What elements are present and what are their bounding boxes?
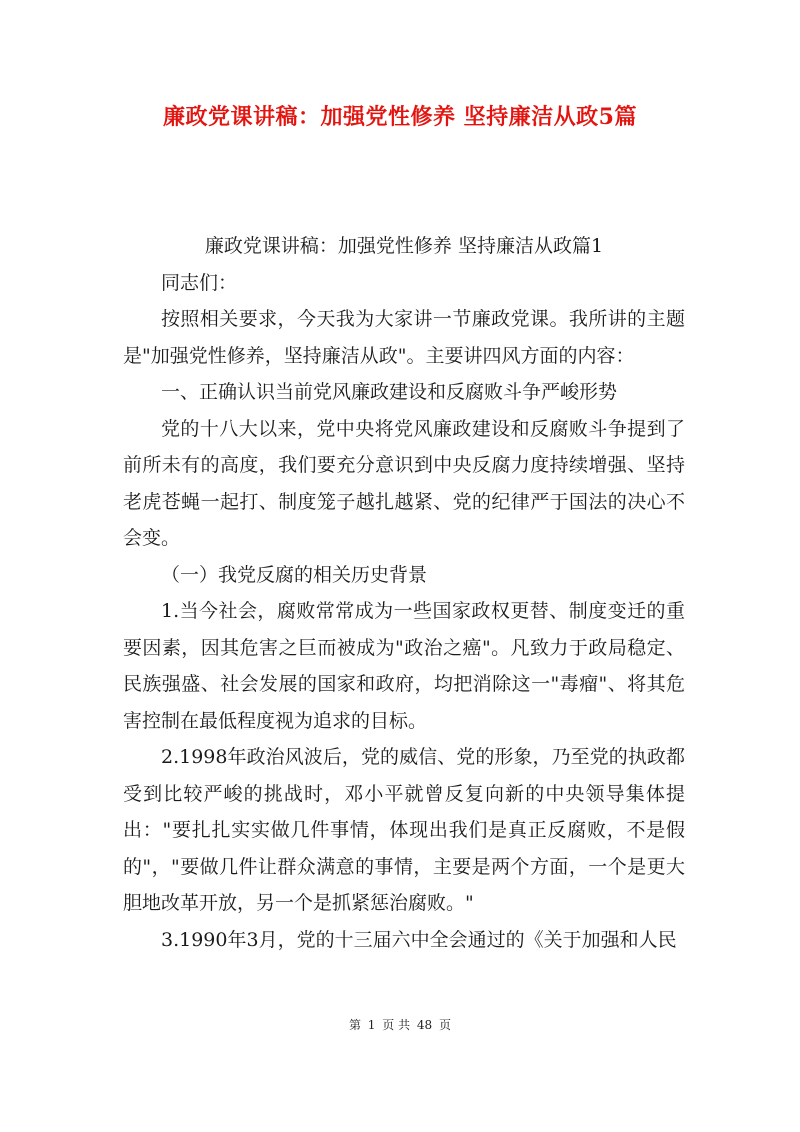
paragraph: 按照相关要求，今天我为大家讲一节廉政党课。我所讲的主题是"加强党性修养，坚持廉洁从政"。主要讲四风方面的内容：	[123, 308, 685, 367]
footer-middle: 页 共	[382, 1018, 411, 1032]
salutation: 同志们：	[161, 271, 238, 294]
document-title: 廉政党课讲稿：加强党性修养 坚持廉洁从政5篇	[163, 104, 637, 130]
paragraph: 1.当今社会，腐败常常成为一些国家政权更替、制度变迁的重要因素，因其危害之巨而被成为"政治之癌"。凡致力于政局稳定、民族强盛、社会发展的国家和政府，均把消除这一"毒瘤"、将其危害控制在最低程度视为追求的目标。	[123, 600, 685, 732]
document-body	[123, 228, 685, 958]
paragraph: 3.1990年3月，党的十三届六中全会通过的《关于加强和人民	[161, 928, 677, 951]
paragraph: 2.1998年政治风波后，党的威信、党的形象，乃至党的执政都受到比较严峻的挑战时，邓小平就曾反复向新的中央领导集体提出："要扎扎实实做几件事情，体现出我们是真正反腐败，不是假的"，"要做几件让群众满意的事情，主要是两个方面，一个是更大胆地改革开放，另一个是抓紧惩治腐败。"	[123, 746, 685, 914]
section-heading: 廉政党课讲稿：加强党性修养 坚持廉洁从政篇1	[204, 235, 604, 257]
page-number: 1	[367, 1018, 376, 1032]
footer-prefix: 第	[348, 1018, 361, 1032]
paragraph: 党的十八大以来，党中央将党风廉政建设和反腐败斗争提到了前所未有的高度，我们要充分意识到中央反腐力度持续增强、坚持老虎苍蝇一起打、制度笼子越扎越紧、党的纪律严于国法的决心不会变。	[123, 417, 685, 549]
footer-suffix: 页	[439, 1018, 452, 1032]
section-heading-1: 一、正确认识当前党风廉政建设和反腐败斗争严峻形势	[161, 381, 618, 403]
page-footer	[0, 1016, 800, 1033]
total-pages: 48	[416, 1018, 433, 1032]
subsection-heading: （一）我党反腐的相关历史背景	[161, 563, 428, 586]
